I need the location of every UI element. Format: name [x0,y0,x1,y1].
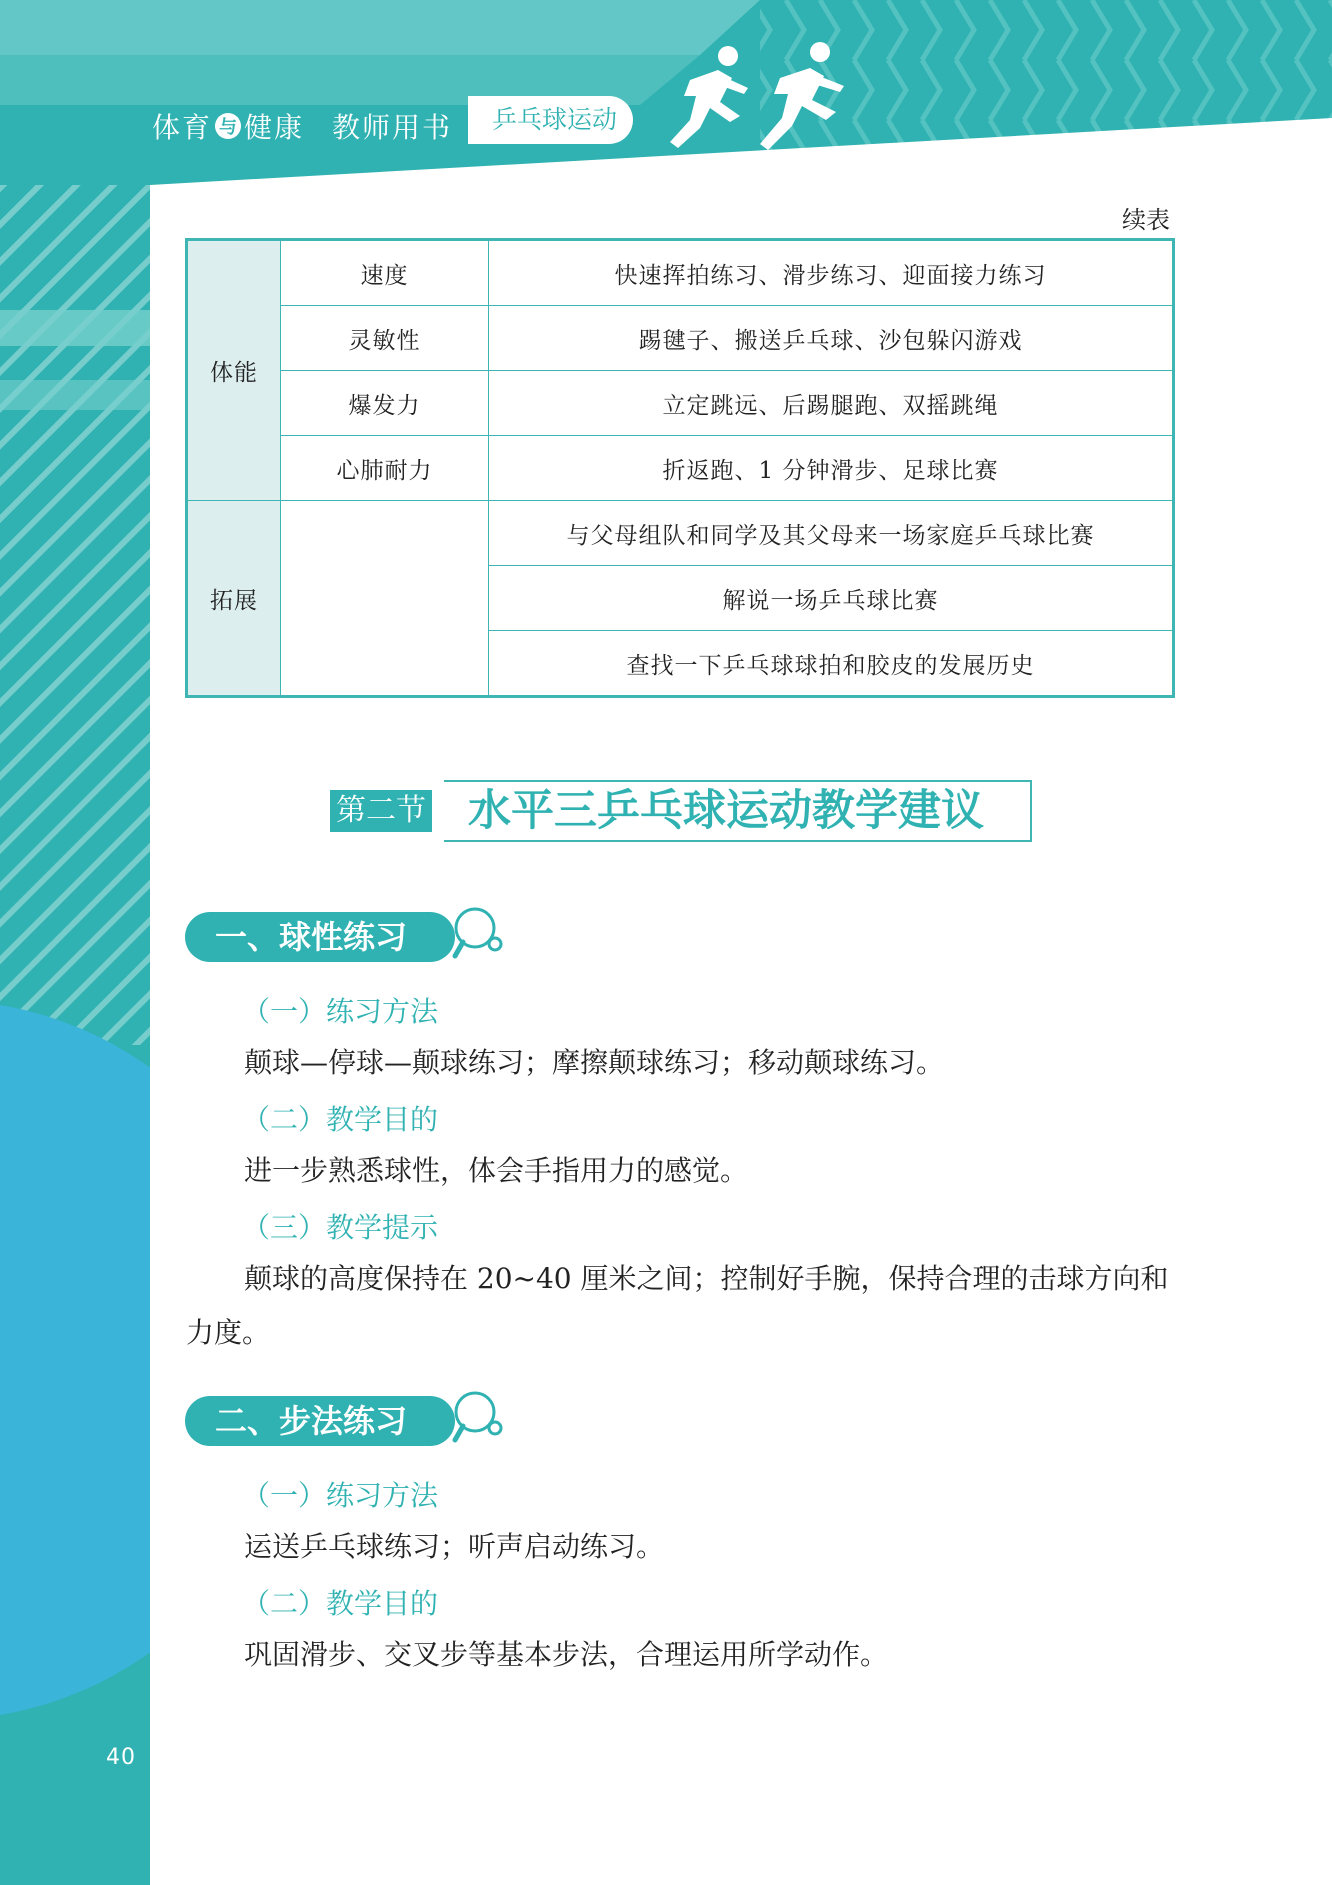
sub-heading: （三）教学提示 [242,1211,439,1244]
table-item-cell [281,501,489,697]
table-item-cell: 灵敏性 [281,306,489,371]
chapter-tag: 乒乓球运动 [468,96,633,144]
table-row [187,240,1174,306]
section-heading [330,780,1030,842]
activity-table [185,238,1175,696]
table-row [187,371,1174,436]
section-number: 第二节 [330,790,432,832]
part-heading [185,912,455,962]
book-title-part2: 健康 [244,111,305,144]
section-title: 水平三乒乓球运动教学建议 [468,786,984,836]
body-paragraph: 巩固滑步、交叉步等基本步法，合理运用所学动作。 [244,1638,889,1671]
part-heading-text: 二、步法练习 [215,1402,408,1440]
table-category-cell: 体能 [187,240,281,501]
table-content-cell: 解说一场乒乓球比赛 [489,566,1174,631]
table-category-cell: 拓展 [187,501,281,697]
book-title-connector: 与 [215,113,241,139]
sub-heading: （二）教学目的 [242,1587,439,1620]
body-paragraph: 颠球—停球—颠球练习；摩擦颠球练习；移动颠球练习。 [244,1046,945,1079]
table-item-cell: 速度 [281,240,489,306]
sub-heading: （一）练习方法 [242,1479,439,1512]
book-title-part3: 教师用书 [332,111,453,144]
page-number: 40 [106,1745,136,1770]
part-heading [185,1396,455,1446]
table-content-cell: 查找一下乒乓球球拍和胶皮的发展历史 [489,631,1174,697]
table-content-cell: 折返跑、1 分钟滑步、足球比赛 [489,436,1174,501]
table-content-cell: 立定跳远、后踢腿跑、双摇跳绳 [489,371,1174,436]
table-content-cell: 快速挥拍练习、滑步练习、迎面接力练习 [489,240,1174,306]
body-paragraph: 运送乒乓球练习；听声启动练习。 [244,1530,665,1563]
table-row [187,501,1174,566]
table-item-cell: 爆发力 [281,371,489,436]
table-continued-label: 续表 [1122,206,1170,234]
book-title-part1: 体育 [152,111,213,144]
sub-heading: （一）练习方法 [242,995,439,1028]
table-row [187,306,1174,371]
table-tennis-paddle-icon [451,1390,503,1446]
table-content-cell: 与父母组队和同学及其父母来一场家庭乒乓球比赛 [489,501,1174,566]
sub-heading: （二）教学目的 [242,1103,439,1136]
body-paragraph: 颠球的高度保持在 20~40 厘米之间；控制好手腕，保持合理的击球方向和力度。 [186,1262,1169,1349]
part-heading-text: 一、球性练习 [215,918,408,956]
runner-icon [660,40,880,160]
table-row [187,436,1174,501]
table-tennis-paddle-icon [451,906,503,962]
table-item-cell: 心肺耐力 [281,436,489,501]
table-content-cell: 踢毽子、搬送乒乓球、沙包躲闪游戏 [489,306,1174,371]
book-title [152,106,452,146]
body-paragraph: 进一步熟悉球性，体会手指用力的感觉。 [244,1154,749,1187]
